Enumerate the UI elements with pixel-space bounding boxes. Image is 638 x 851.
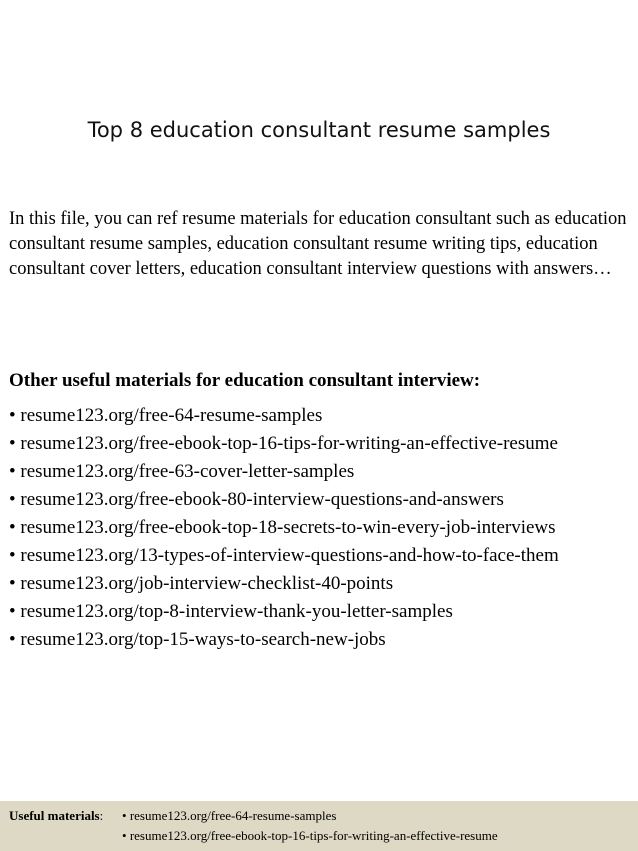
materials-heading: Other useful materials for education consultant interview: xyxy=(9,370,481,391)
footer-label: Useful materials: xyxy=(9,808,104,823)
link-top-8-thank-you-letter[interactable]: resume123.org/top-8-interview-thank-you-letter-samples xyxy=(20,601,453,622)
list-item[interactable] xyxy=(122,826,498,846)
bullet: • xyxy=(9,629,16,650)
footer-links xyxy=(122,806,498,846)
bullet: • xyxy=(9,545,16,566)
link-free-ebook-80-interview-questions[interactable]: resume123.org/free-ebook-80-interview-questions-and-answers xyxy=(20,489,504,510)
list-item[interactable] xyxy=(9,626,637,654)
footer-link-free-64-resume-samples[interactable]: resume123.org/free-64-resume-samples xyxy=(129,808,337,823)
bullet: • xyxy=(9,517,16,538)
bullet: • xyxy=(9,461,16,482)
list-item[interactable] xyxy=(9,570,637,598)
list-item[interactable] xyxy=(9,542,637,570)
link-free-ebook-18-secrets[interactable]: resume123.org/free-ebook-top-18-secrets-to-win-every-job-interviews xyxy=(20,517,556,538)
link-job-interview-checklist[interactable]: resume123.org/job-interview-checklist-40-points xyxy=(20,573,394,594)
footer-bar xyxy=(0,801,638,851)
bullet: • xyxy=(9,489,16,510)
footer-link-free-ebook-16-tips[interactable]: resume123.org/free-ebook-top-16-tips-for-writing-an-effective-resume xyxy=(129,828,498,843)
list-item[interactable] xyxy=(9,458,637,486)
link-13-types-of-interview-questions[interactable]: resume123.org/13-types-of-interview-questions-and-how-to-face-them xyxy=(20,545,559,566)
materials-list xyxy=(9,402,637,654)
list-item[interactable] xyxy=(9,514,637,542)
bullet: • xyxy=(122,828,127,843)
link-free-ebook-16-tips[interactable]: resume123.org/free-ebook-top-16-tips-for-writing-an-effective-resume xyxy=(20,433,558,454)
list-item[interactable] xyxy=(122,806,498,826)
list-item[interactable] xyxy=(9,598,637,626)
link-free-63-cover-letter-samples[interactable]: resume123.org/free-63-cover-letter-samples xyxy=(20,461,355,482)
bullet: • xyxy=(122,808,127,823)
page-title: Top 8 education consultant resume samples xyxy=(87,118,551,142)
list-item[interactable] xyxy=(9,430,637,458)
bullet: • xyxy=(9,601,16,622)
link-free-64-resume-samples[interactable]: resume123.org/free-64-resume-samples xyxy=(20,405,323,426)
bullet: • xyxy=(9,573,16,594)
bullet: • xyxy=(9,433,16,454)
list-item[interactable] xyxy=(9,402,637,430)
intro-paragraph: In this file, you can ref resume materials for education consultant such as education consultant resume samples, education consultant resume writing tips, education consultant cover letters, education consultant interview questions with answers… xyxy=(9,209,627,279)
list-item[interactable] xyxy=(9,486,637,514)
bullet: • xyxy=(9,405,16,426)
link-top-15-ways-to-search-jobs[interactable]: resume123.org/top-15-ways-to-search-new-jobs xyxy=(20,629,386,650)
